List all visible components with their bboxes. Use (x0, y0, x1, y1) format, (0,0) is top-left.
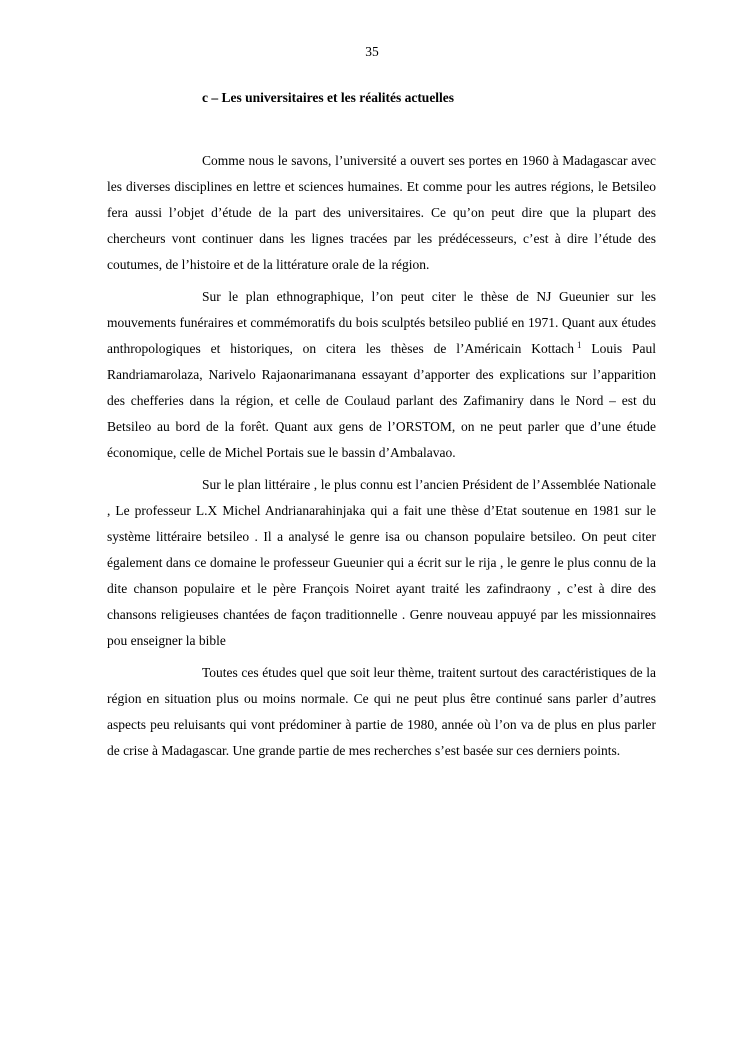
footnote-reference: 1 (577, 339, 582, 350)
paragraph-ethnographic-studies (107, 284, 656, 466)
paragraph-literary-studies: Sur le plan littéraire , le plus connu est l’ancien Président de l’Assemblée Nationale , Le professeur L.X Michel Andrianarahinjaka qui a fait une thèse d’Etat soutenue en 1981 sur le système littéraire betsileo . Il a analysé le genre isa ou chanson populaire betsileo. On peut citer également dans ce domaine le professeur Gueunier qui a écrit sur le rija , le genre le plus connu de la dite chanson populaire et le père François Noiret ayant traité les zafindraony , c’est à dire des chansons religieuses chantées de façon traditionnelle . Genre nouveau appuyé par les missionnaires pou enseigner la bible (107, 477, 656, 648)
paragraph-recent-research: Toutes ces études quel que soit leur thème, traitent surtout des caractéristiques de la région en situation plus ou moins normale. Ce qui ne peut plus être continué sans parler d’autres aspects peu reluisants qui vont prédominer à partie de 1980, année où l’on va de plus en plus parler de crise à Madagascar. Une grande partie de mes recherches s’est basée sur ces derniers points. (107, 665, 656, 758)
paragraph-text-before-note: Sur le plan ethnographique, l’on peut citer le thèse de NJ Gueunier sur les mouvements funéraires et commémoratifs du bois sculptés betsileo publié en 1971. Quant aux études anthropologiques et historiques, on citera les thèses de l’Américain Kottach (107, 289, 656, 356)
body-text (107, 148, 656, 770)
page-number: 35 (365, 44, 379, 59)
paragraph-text-after-note: Louis Paul Randriamarolaza, Narivelo Rajaonarimanana essayant d’apporter des explications sur l’apparition des chefferies dans la région, et celle de Coulaud parlant des Zafimaniry dans le Nord – est du Betsileo au bord de la forêt. Quant aux gens de l’ORSTOM, on ne peut parler que d’une étude économique, celle de Michel Portais sue le bassin d’Ambalavao. (107, 341, 657, 460)
paragraph-university-opening: Comme nous le savons, l’université a ouvert ses portes en 1960 à Madagascar avec les diverses disciplines en lettre et sciences humaines. Et comme pour les autres régions, le Betsileo fera aussi l’objet d’étude de la part des universitaires. Ce qu’on peut dire que la plupart des chercheurs vont continuer dans les lignes tracées par les prédécesseurs, c’est à dire l’étude des coutumes, de l’histoire et de la littérature orale de la région. (107, 153, 656, 272)
section-heading: c – Les universitaires et les réalités actuelles (202, 90, 455, 105)
